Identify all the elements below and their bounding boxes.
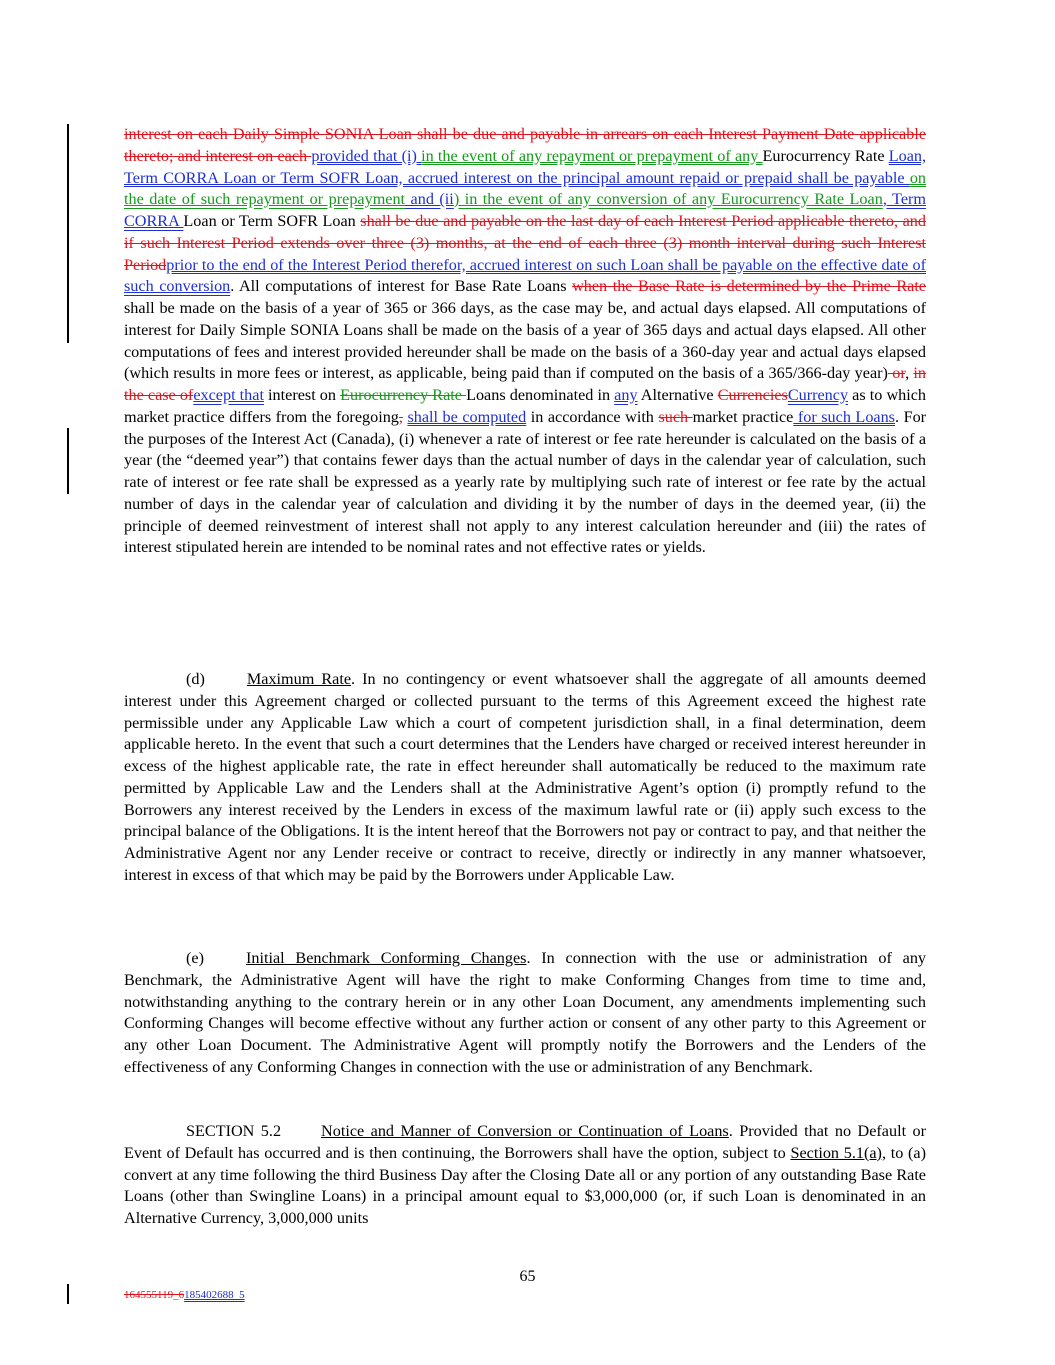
inserted-text: prior to the end of the Interest Period therefor, accrued interest on such Loan shall be payable on the effective date of such conversion bbox=[124, 255, 926, 296]
section-label: SECTION 5.2 bbox=[186, 1122, 282, 1140]
body-text: shall be made on the basis of a year of 365 or 366 days, as the case may be, and actual days elapsed. All computations of interest for Daily Simple SONIA Loans shall be made on the basis of a year of 365 days and actual days elapsed. All other computations of fees and interest provided hereunder shall be made on the basis of a 360-day year and actual days elapsed (which results in more fees or interest, as applicable, being paid than if computed on the basis of a 365/366-day year) bbox=[124, 299, 926, 383]
body-text: . For the purposes of the Interest Act (Canada), (i) whenever a rate of interest or fee rate hereunder is calculated on the basis of a year (the “deemed year”) that contains fewer days than the actual number of days in the calendar year of calculation, such rate of interest or fee rate shall be expressed as a yearly rate by multiplying such rate of interest or fee rate by the actual number of days in the calendar year of calculation and dividing it by the number of days in the deemed year, (ii) the principle of deemed reinvestment of interest shall not apply to any interest calculation hereunder and (iii) the rates of interest stipulated herein are intended to be nominal rates and not effective rates or yields. bbox=[124, 407, 927, 557]
deleted-text: shall be due and payable on the last day of each Interest Period applicable thereto, and if such Interest Period extends over three (3) months, at the end of each three (3) month interval during such Interest Period bbox=[124, 212, 926, 274]
inserted-text: any bbox=[614, 386, 638, 404]
body-text: as to which market practice differs from the foregoing bbox=[124, 386, 927, 426]
body-text: Alternative bbox=[637, 386, 718, 404]
body-text: . Provided that no Default or Event of Default has occurred and is then continuing, the Borrowers shall have the option, subject to bbox=[124, 1122, 927, 1162]
deleted-text: when the Base Rate is determined by the Prime Rate bbox=[572, 277, 926, 296]
interest-computation-paragraph bbox=[124, 124, 926, 559]
deleted-doc-id: 164555119_6 bbox=[124, 1289, 185, 1301]
body-text: , to (a) convert at any time following the third Business Day after the Closing Date all or any portion of any outstanding Base Rate Loans (other than Swingline Loans) in a principal amount equal to $3,000,000 (or, if such Loan is denominated in an Alternative Currency, 3,000,000 units bbox=[124, 1143, 926, 1227]
body-text: interest on bbox=[263, 386, 341, 404]
conforming-changes-paragraph bbox=[124, 948, 926, 1079]
page-number: 65 bbox=[519, 1268, 536, 1285]
body-text: Eurocurrency Rate bbox=[762, 146, 889, 165]
inserted-text: for such Loans bbox=[793, 407, 895, 426]
clause-heading: Initial Benchmark Conforming Changes bbox=[245, 949, 527, 967]
inserted-text: Currency bbox=[787, 386, 849, 404]
inserted-text: , Term CORRA bbox=[124, 190, 926, 230]
moved-text: ) in the event of any conversion of any bbox=[453, 190, 721, 209]
deleted-text: in the case of bbox=[124, 364, 927, 404]
inserted-text: provided that (i) bbox=[311, 146, 422, 165]
document-footer-id bbox=[124, 1289, 245, 1301]
moved-text: on the date of such repayment or prepayment bbox=[124, 168, 926, 209]
inserted-text: except that bbox=[193, 386, 264, 404]
deleted-text: interest on each Daily Simple SONIA Loan shall be due and payable in arrears on each Interest Payment Date applicable thereto; and interest on each bbox=[124, 125, 926, 165]
body-text: . In no contingency or event whatsoever shall the aggregate of all amounts deemed interest under this Agreement charged or collected pursuant to the terms of this Agreement exceed the highest rate permissible under any Applicable Law which a court of competent jurisdiction shall, in a final determination, deem applicable hereto. In the event that such a court determines that the Lenders have charged or received interest hereunder in excess of the highest applicable rate, the rate in effect hereunder shall automatically be reduced to the maximum rate permitted by Applicable Law and the Lenders shall at the Administrative Agent’s option (i) promptly refund to the Borrowers any interest received by the Lenders in excess of the maximum lawful rate or (ii) apply such excess to the principal balance of the Obligations. It is the intent hereof that the Borrowers not pay or contract to pay, and that neither the Administrative Agent nor any Lender receive or contract to receive, directly or indirectly in any manner whatsoever, interest in excess of that which may be paid by the Borrowers under Applicable Law. bbox=[124, 670, 926, 884]
body-text: market practice bbox=[692, 407, 794, 426]
inserted-text: shall be computed bbox=[407, 407, 527, 426]
change-bar bbox=[67, 428, 69, 494]
body-text: , bbox=[905, 364, 914, 383]
deleted-text: such bbox=[658, 407, 693, 426]
clause-label: (d) bbox=[186, 670, 205, 688]
cross-reference: Section 5.1(a) bbox=[790, 1143, 882, 1162]
deleted-text: or bbox=[887, 364, 906, 383]
body-text: Loans denominated in bbox=[466, 386, 615, 404]
moved-text: Eurocurrency Rate Loan bbox=[720, 190, 883, 209]
deleted-text: Currencies bbox=[717, 386, 788, 404]
body-text: in accordance with bbox=[526, 407, 659, 426]
inserted-text: Loan, Term CORRA Loan or Term SOFR Loan, accrued interest on the principal amount repaid or prepaid shall be payable bbox=[124, 146, 927, 187]
moved-text: in the event of any repayment or prepayment of any bbox=[421, 146, 763, 165]
deleted-text: , bbox=[398, 407, 403, 426]
body-text: . In connection with the use or administration of any Benchmark, the Administrative Agent will have the right to make Conforming Changes from time to time and, notwithstanding anything to the contrary herein or in any other Loan Document, any amendments implementing such Conforming Changes will become effective without any further action or consent of any other party to this Agreement or any other Loan Document. The Administrative Agent will promptly notify the Borrowers and the Lenders of the effectiveness of any Conforming Changes in connection with the use or administration of any Benchmark. bbox=[124, 949, 927, 1076]
maximum-rate-paragraph bbox=[124, 669, 926, 887]
change-bar bbox=[67, 1284, 69, 1304]
section-5-2-paragraph bbox=[124, 1121, 926, 1230]
moved-deleted-text: Eurocurrency Rate bbox=[340, 386, 467, 404]
change-bar bbox=[67, 124, 69, 343]
body-text: . All computations of interest for Base Rate Loans bbox=[230, 277, 573, 296]
inserted-text: and (ii bbox=[405, 190, 454, 209]
inserted-doc-id: 185402688_5 bbox=[184, 1289, 245, 1301]
section-heading: Notice and Manner of Conversion or Continuation of Loans bbox=[321, 1122, 729, 1140]
body-text: Loan or Term SOFR Loan bbox=[183, 212, 361, 230]
clause-heading: Maximum Rate bbox=[246, 670, 352, 688]
clause-label: (e) bbox=[186, 949, 204, 967]
